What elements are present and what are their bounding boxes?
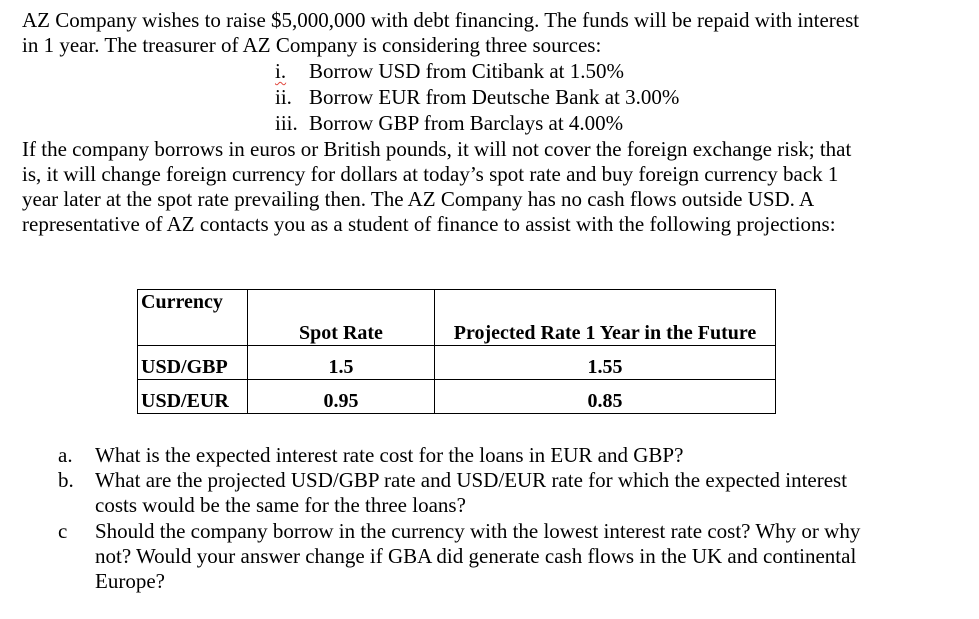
source-item-usd xyxy=(275,59,624,84)
source-number: i. xyxy=(275,59,287,83)
paragraph-line-2: is, it will change foreign currency for dollars at today’s spot rate and buy foreign currency back 1 xyxy=(22,162,839,186)
cell-spot-rate: 1.5 xyxy=(248,346,435,380)
question-text xyxy=(95,468,895,518)
cell-projected-rate: 0.85 xyxy=(435,380,776,414)
paragraph-line-4: representative of AZ contacts you as a student of finance to assist with the following projections: xyxy=(22,212,836,236)
paragraph-line-3: year later at the spot rate prevailing then. The AZ Company has no cash flows outside USD. A xyxy=(22,187,815,211)
cell-currency: USD/EUR xyxy=(138,380,248,414)
cell-projected-rate: 1.55 xyxy=(435,346,776,380)
source-text: Borrow GBP from Barclays at 4.00% xyxy=(309,111,624,135)
intro-line-1: AZ Company wishes to raise $5,000,000 with debt financing. The funds will be repaid with interest xyxy=(22,8,860,32)
question-label: a. xyxy=(58,443,73,467)
source-number: ii. xyxy=(275,85,292,109)
header-currency: Currency xyxy=(138,290,248,346)
intro-line-2: in 1 year. The treasurer of AZ Company is considering three sources: xyxy=(22,33,602,57)
question-line: Europe? xyxy=(95,569,165,593)
question-line: Should the company borrow in the currency with the lowest interest rate cost? Why or why xyxy=(95,519,861,543)
source-text: Borrow EUR from Deutsche Bank at 3.00% xyxy=(309,85,680,109)
header-spot-rate: Spot Rate xyxy=(248,290,435,346)
question-line: What is the expected interest rate cost for the loans in EUR and GBP? xyxy=(95,443,684,467)
source-item-eur xyxy=(275,85,679,110)
source-number: iii. xyxy=(275,111,298,135)
exchange-rate-table xyxy=(137,289,776,414)
question-label: b. xyxy=(58,468,74,492)
question-text xyxy=(95,443,895,468)
table-row xyxy=(138,346,776,380)
question-line: costs would be the same for the three loans? xyxy=(95,493,466,517)
paragraph-line-1: If the company borrows in euros or British pounds, it will not cover the foreign exchange risk; that xyxy=(22,137,852,161)
cell-spot-rate: 0.95 xyxy=(248,380,435,414)
question-text xyxy=(95,519,895,594)
header-projected-rate: Projected Rate 1 Year in the Future xyxy=(435,290,776,346)
question-line: not? Would your answer change if GBA did generate cash flows in the UK and continental xyxy=(95,544,857,568)
table-row xyxy=(138,380,776,414)
question-label: c xyxy=(58,519,68,543)
source-text: Borrow USD from Citibank at 1.50% xyxy=(309,59,624,83)
table-header-row xyxy=(138,290,776,346)
cell-currency: USD/GBP xyxy=(138,346,248,380)
question-line: What are the projected USD/GBP rate and USD/EUR rate for which the expected interest xyxy=(95,468,848,492)
source-item-gbp xyxy=(275,111,623,136)
